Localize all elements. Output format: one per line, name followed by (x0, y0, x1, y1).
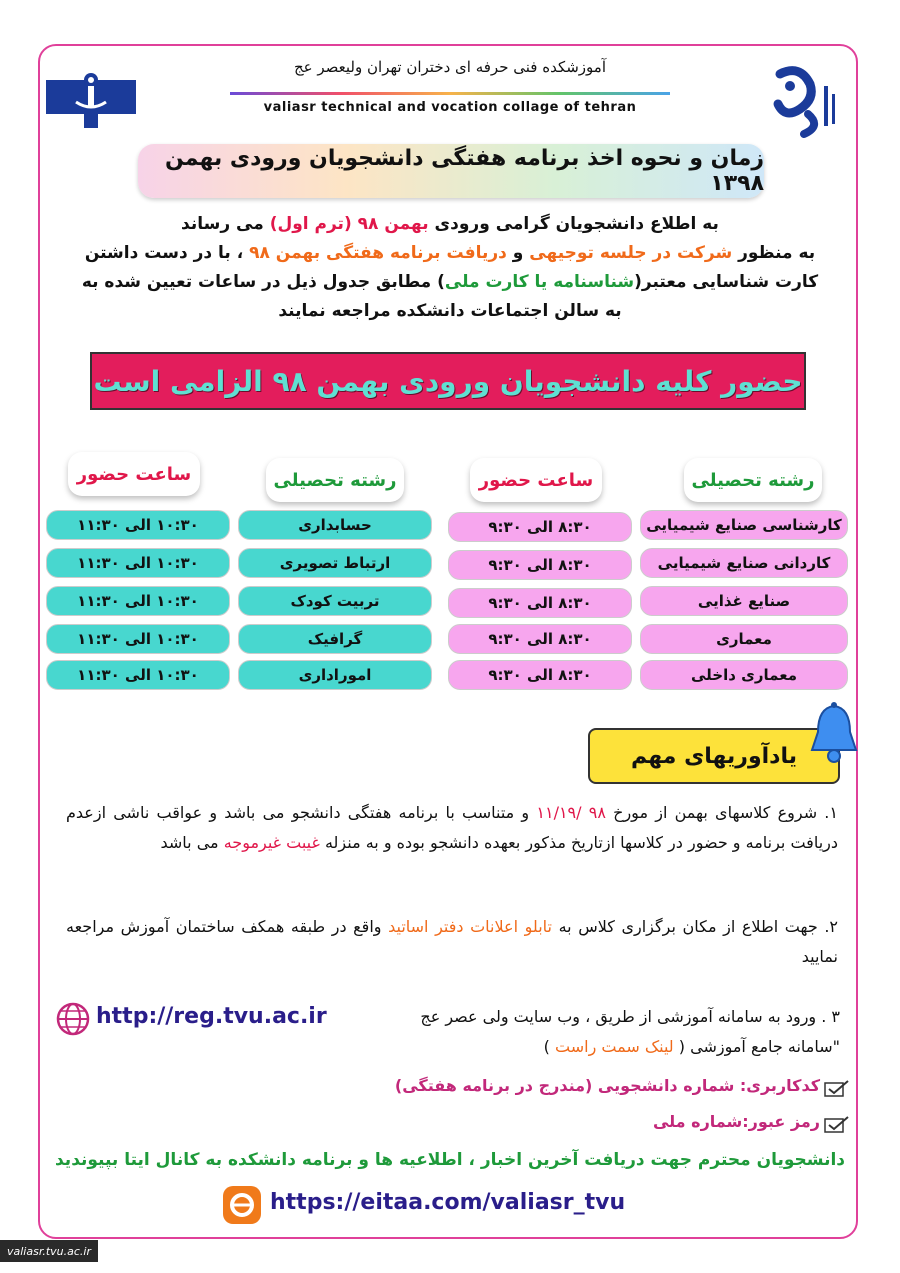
group2-time-4: ۱۰:۳۰ الی ۱۱:۳۰ (46, 624, 230, 654)
username-info: کدکاربری: شماره دانشجویی (مندرج در برنامه هفتگی) (394, 1076, 820, 1095)
check-icon (824, 1116, 850, 1134)
group2-time-3: ۱۰:۳۰ الی ۱۱:۳۰ (46, 586, 230, 616)
group2-time-header: ساعت حضور (68, 452, 200, 496)
bell-icon (804, 700, 864, 770)
college-name-fa: آموزشکده فنی حرفه ای دختران تهران ولیعصر عج (293, 58, 606, 76)
group1-time-5: ۸:۳۰ الی ۹:۳۰ (448, 660, 632, 690)
banner-text: حضور کلیه دانشجویان ورودی بهمن ۹۸ الزامی است (93, 364, 803, 398)
group2-field-header: رشته تحصیلی (266, 458, 404, 502)
group2-field-3: تربیت کودک (238, 586, 432, 616)
group1-field-2: کاردانی صنایع شیمیایی (640, 548, 848, 578)
group2-field-4: گرافیک (238, 624, 432, 654)
group2-time-1: ۱۰:۳۰ الی ۱۱:۳۰ (46, 510, 230, 540)
group1-time-3: ۸:۳۰ الی ۹:۳۰ (448, 588, 632, 618)
intro-paragraph: به اطلاع دانشجویان گرامی ورودی بهمن ۹۸ (ترم اول) می رساند به منظور شرکت در جلسه توجیهی و دریافت برنامه هفتگی بهمن ۹۸ ، با در دست داشتن کارت شناسایی معتبر(شناسنامه یا کارت ملی) مطابق جدول ذیل در ساعات تعیین شده به به سالن اجتماعات دانشکده مراجعه نمایند (81, 214, 819, 321)
group2-field-5: اموراداری (238, 660, 432, 690)
group2-time-2: ۱۰:۳۰ الی ۱۱:۳۰ (46, 548, 230, 578)
group1-field-5: معماری داخلی (640, 660, 848, 690)
eitaa-icon (222, 1185, 262, 1225)
eitaa-channel-link[interactable]: https://eitaa.com/valiasr_tvu (270, 1190, 626, 1215)
attendance-banner (90, 352, 806, 410)
group1-time-4: ۸:۳۰ الی ۹:۳۰ (448, 624, 632, 654)
college-emblem-icon (46, 72, 136, 130)
university-logo-icon (760, 64, 852, 140)
group1-time-header: ساعت حضور (470, 458, 602, 502)
reminder-item-1: ۱. شروع کلاسهای بهمن از مورخ ۹۸ /۱۱/۱۹ و متناسب با برنامه هفتگی دانشجو می باشد و عواقب ناشی ازعدم دریافت برنامه و حضور در کلاسها ازتاریخ مذکور بعهده دانشجو بوده و به منزله غیبت غیرموجه می باشد (66, 803, 838, 852)
group1-time-1: ۸:۳۰ الی ۹:۳۰ (448, 512, 632, 542)
site-watermark: valiasr.tvu.ac.ir (0, 1240, 98, 1262)
group1-time-2: ۸:۳۰ الی ۹:۳۰ (448, 550, 632, 580)
reg-portal-link[interactable]: http://reg.tvu.ac.ir (96, 1004, 327, 1029)
group2-field-2: ارتباط تصویری (238, 548, 432, 578)
college-name-en: valiasr technical and vocation collage of tehran (263, 100, 637, 115)
group1-field-header: رشته تحصیلی (684, 458, 822, 502)
group1-field-3: صنایع غذایی (640, 586, 848, 616)
page-title: زمان و نحوه اخذ برنامه هفتگی دانشجویان ورودی بهمن ۱۳۹۸ (138, 144, 764, 198)
check-icon (824, 1080, 850, 1098)
header-divider (230, 92, 670, 95)
group1-field-1: کارشناسی صنایع شیمیایی (640, 510, 848, 540)
globe-icon (56, 1002, 90, 1036)
group1-field-4: معماری (640, 624, 848, 654)
password-info: رمز عبور:شماره ملی (652, 1112, 820, 1131)
reminder-item-3: ۳ . ورود به سامانه آموزشی از طریق ، وب سایت ولی عصر عج "سامانه جامع آموزشی ( لینک سمت راست ) (420, 1007, 840, 1056)
group2-field-1: حسابداری (238, 510, 432, 540)
channel-join-text: دانشجویان محترم جهت دریافت آخرین اخبار ، اطلاعیه ها و برنامه دانشکده به کانال ایتا بپیوندید (54, 1150, 846, 1170)
reminder-item-2: ۲. جهت اطلاع از مکان برگزاری کلاس به تابلو اعلانات دفتر اساتید واقع در طبقه همکف ساختمان آموزش مراجعه نمایید (66, 917, 838, 966)
reminders-title: یادآوریهای مهم (588, 728, 840, 784)
group2-time-5: ۱۰:۳۰ الی ۱۱:۳۰ (46, 660, 230, 690)
